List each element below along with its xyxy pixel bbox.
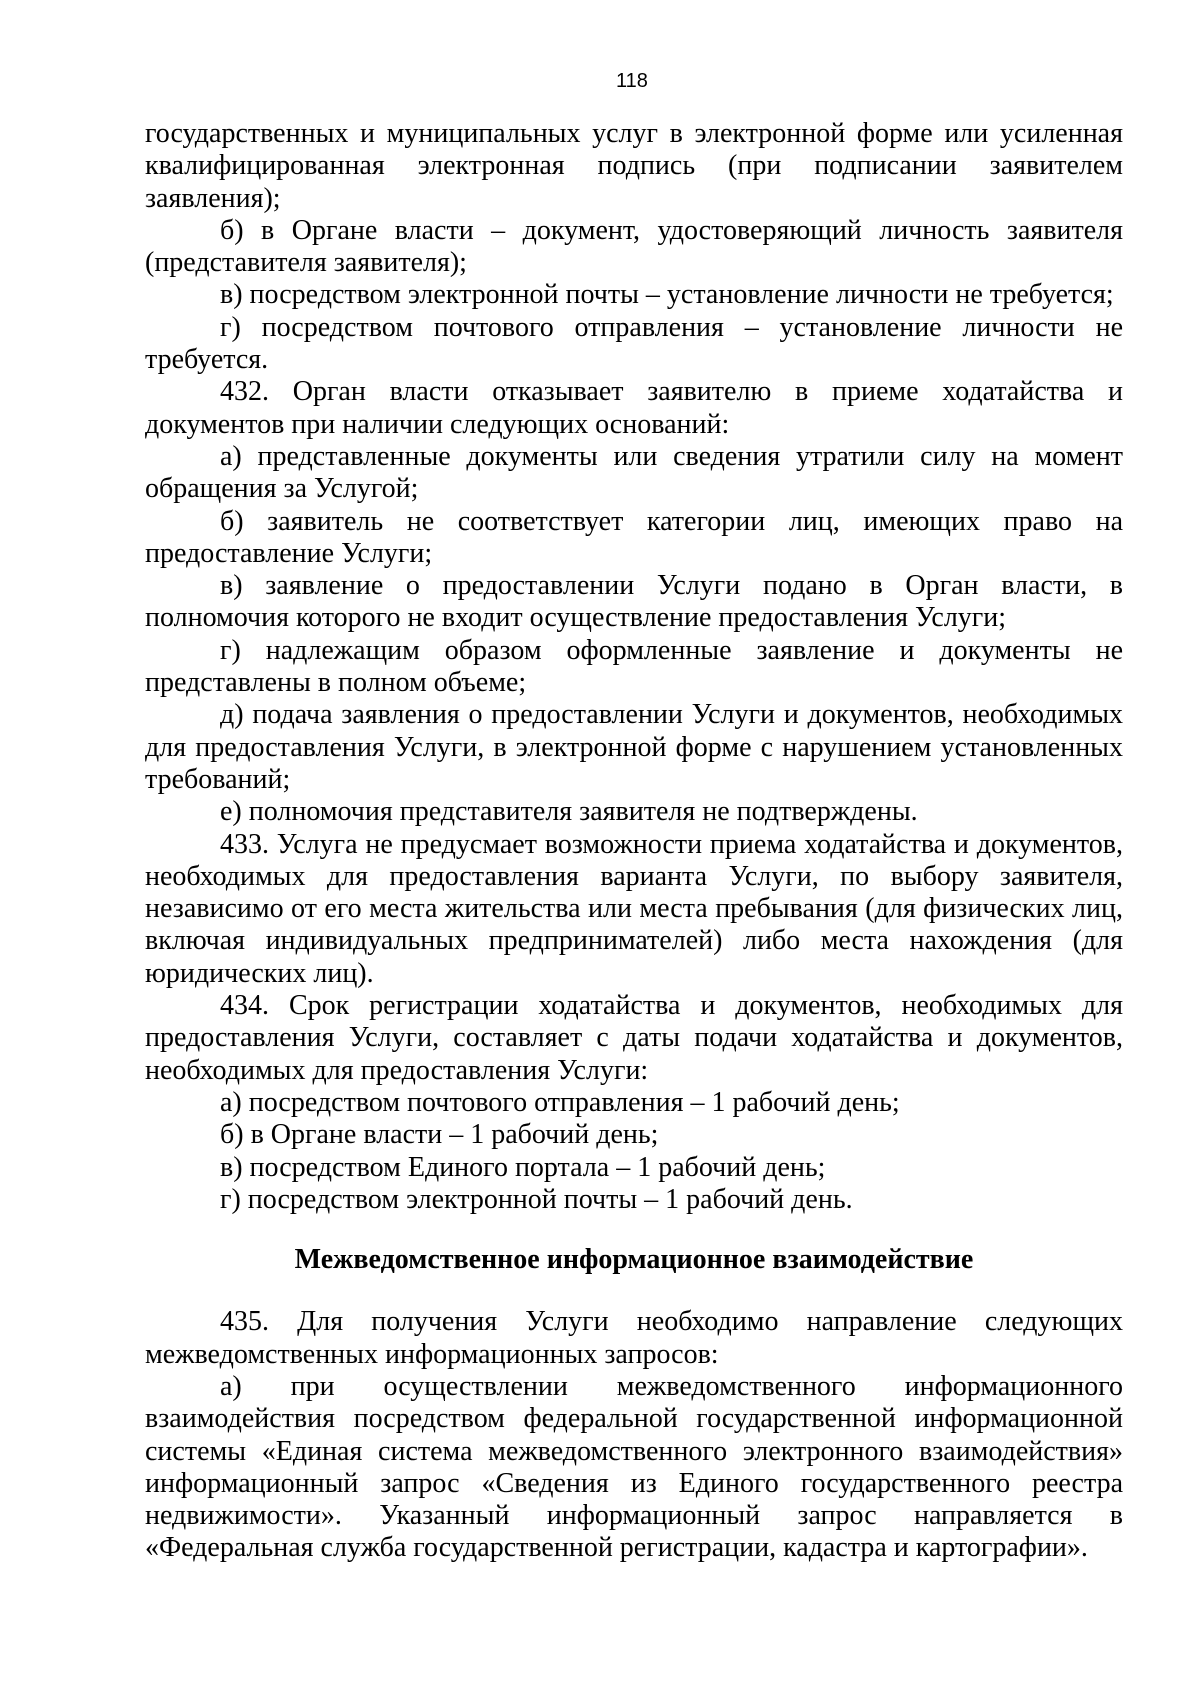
- paragraph: 432. Орган власти отказывает заявителю в приеме ходатайства и документов при наличии следующих оснований:: [145, 376, 1123, 440]
- section-heading: Межведомственное информационное взаимодействие: [294, 1244, 974, 1276]
- paragraph: б) заявитель не соответствует категории лиц, имеющих право на предоставление Услуги;: [145, 505, 1123, 569]
- paragraph: е) полномочия представителя заявителя не подтверждены.: [220, 796, 918, 828]
- paragraph: б) в Органе власти – документ, удостоверяющий личность заявителя (представителя заявителя);: [145, 214, 1123, 279]
- paragraph: 434. Срок регистрации ходатайства и документов, необходимых для предоставления Услуги, составляет с даты подачи ходатайства и документов, необходимых для предоставления Услуги:: [145, 990, 1123, 1086]
- paragraph: г) надлежащим образом оформленные заявление и документы не представлены в полном объеме;: [145, 634, 1123, 699]
- paragraph: а) посредством почтового отправления – 1 рабочий день;: [220, 1086, 900, 1118]
- paragraph: а) представленные документы или сведения утратили силу на момент обращения за Услугой;: [145, 440, 1123, 505]
- paragraph: а) при осуществлении межведомственного информационного взаимодействия посредством федеральной государственной информационной системы «Единая система межведомственного электронного взаимодействия» информационный запрос «Сведения из Единого государственного реестра недвижимости». Указанный информационный запрос направляется в «Федеральная служба государственной регистрации, кадастра и картографии».: [145, 1370, 1123, 1564]
- paragraph: 435. Для получения Услуги необходимо направление следующих межведомственных информационных запросов:: [145, 1306, 1123, 1370]
- paragraph: д) подача заявления о предоставлении Услуги и документов, необходимых для предоставления Услуги, в электронной форме с нарушением установленных требований;: [145, 699, 1123, 795]
- paragraph: 433. Услуга не предусмает возможности приема ходатайства и документов, необходимых для предоставления варианта Услуги, по выбору заявителя, независимо от его места жительства или места пребывания (для физических лиц, включая индивидуальных предпринимателей) либо места нахождения (для юридических лиц).: [145, 828, 1123, 989]
- paragraph: б) в Органе власти – 1 рабочий день;: [220, 1119, 659, 1151]
- paragraph: г) посредством почтового отправления – установление личности не требуется.: [145, 311, 1123, 376]
- paragraph: в) заявление о предоставлении Услуги подано в Орган власти, в полномочия которого не входит осуществление предоставления Услуги;: [145, 570, 1123, 634]
- paragraph: государственных и муниципальных услуг в электронной форме или усиленная квалифицированная электронная подпись (при подписании заявителем заявления);: [145, 118, 1123, 214]
- page-number: 118: [616, 70, 648, 92]
- paragraph: в) посредством электронной почты – установление личности не требуется;: [220, 279, 1114, 311]
- paragraph: в) посредством Единого портала – 1 рабочий день;: [220, 1151, 826, 1183]
- document-body: [145, 118, 1123, 1565]
- paragraph: г) посредством электронной почты – 1 рабочий день.: [220, 1183, 853, 1215]
